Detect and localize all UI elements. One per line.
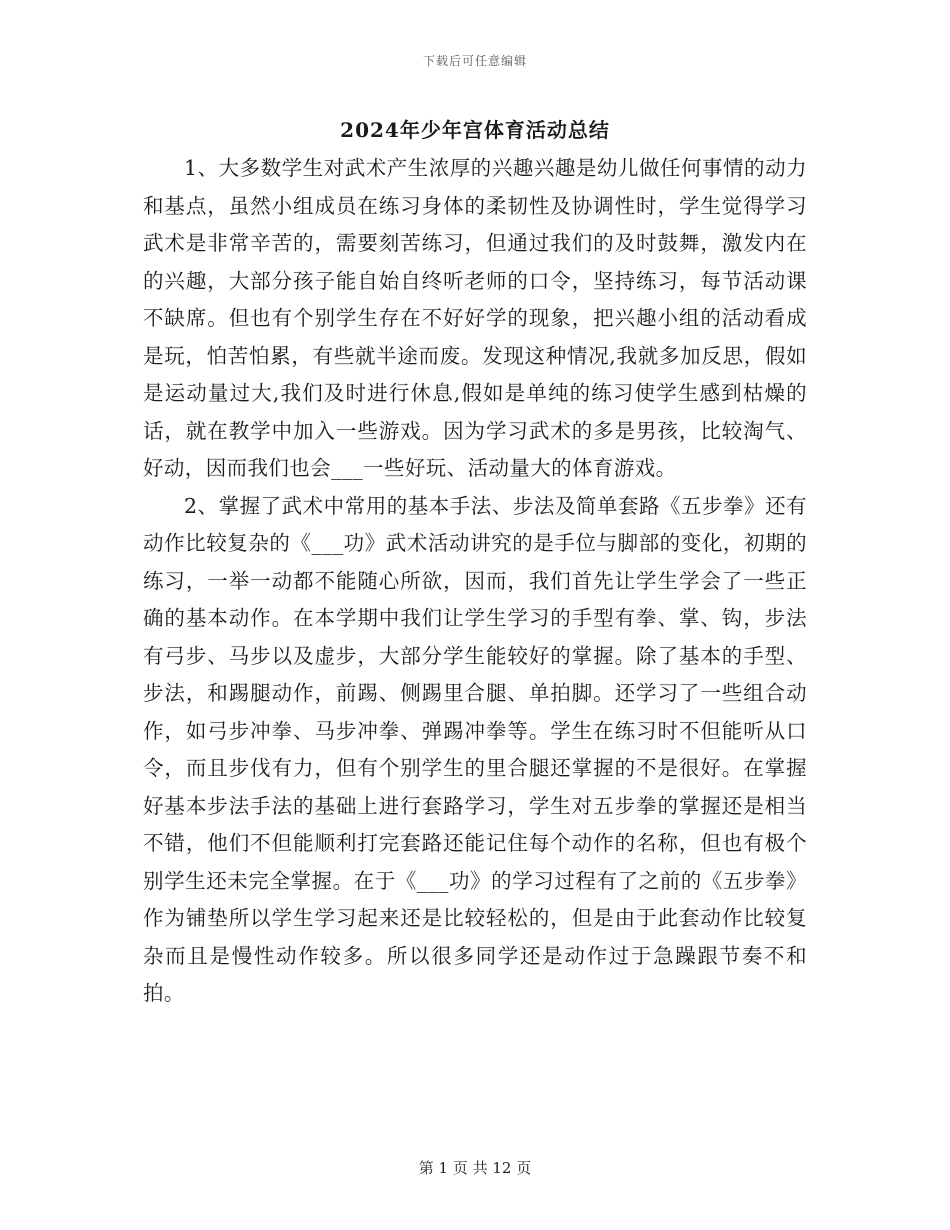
download-note: 下载后可任意编辑 (422, 54, 527, 68)
document-title: 2024年少年宫体育活动总结 (340, 118, 610, 142)
paragraph-2: 2、掌握了武术中常用的基本手法、步法及简单套路《五步拳》还有动作比较复杂的《___功》武术活动讲究的是手位与脚部的变化，初期的练习，一举一动都不能随心所欲，因而，我们首先让学生学会了一些正确的基本动作。在本学期中我们让学生学习的手型有拳、掌、钩，步法有弓步、马步以及虚步，大部分学生能较好的掌握。除了基本的手型、步法，和踢腿动作，前踢、侧踢里合腿、单拍脚。还学习了一些组合动作，如弓步冲拳、马步冲拳、弹踢冲拳等。学生在练习时不但能听从口令，而且步伐有力，但有个别学生的里合腿还掌握的不是很好。在掌握好基本步法手法的基础上进行套路学习，学生对五步拳的掌握还是相当不错，他们不但能顺利打完套路还能记住每个动作的名称，但也有极个别学生还未完全掌握。在于《___功》的学习过程有了之前的《五步拳》作为铺垫所以学生学习起来还是比较轻松的，但是由于此套动作比较复杂而且是慢性动作较多。所以很多同学还是动作过于急躁跟节奏不和拍。 (143, 493, 807, 1005)
page-number: 第 1 页 共 12 页 (418, 1159, 532, 1177)
paragraph-1: 1、大多数学生对武术产生浓厚的兴趣兴趣是幼儿做任何事情的动力和基点，虽然小组成员在练习身体的柔韧性及协调性时，学生觉得学习武术是非常辛苦的，需要刻苦练习，但通过我们的及时鼓舞，激发内在的兴趣，大部分孩子能自始自终听老师的口令，坚持练习，每节活动课不缺席。但也有个别学生存在不好好学的现象，把兴趣小组的活动看成是玩，怕苦怕累，有些就半途而废。发现这种情况,我就多加反思，假如是运动量过大,我们及时进行休息,假如是单纯的练习使学生感到枯燥的话，就在教学中加入一些游戏。因为学习武术的多是男孩，比较淘气、好动，因而我们也会___一些好玩、活动量大的体育游戏。 (143, 156, 807, 480)
document-body (143, 150, 807, 1013)
